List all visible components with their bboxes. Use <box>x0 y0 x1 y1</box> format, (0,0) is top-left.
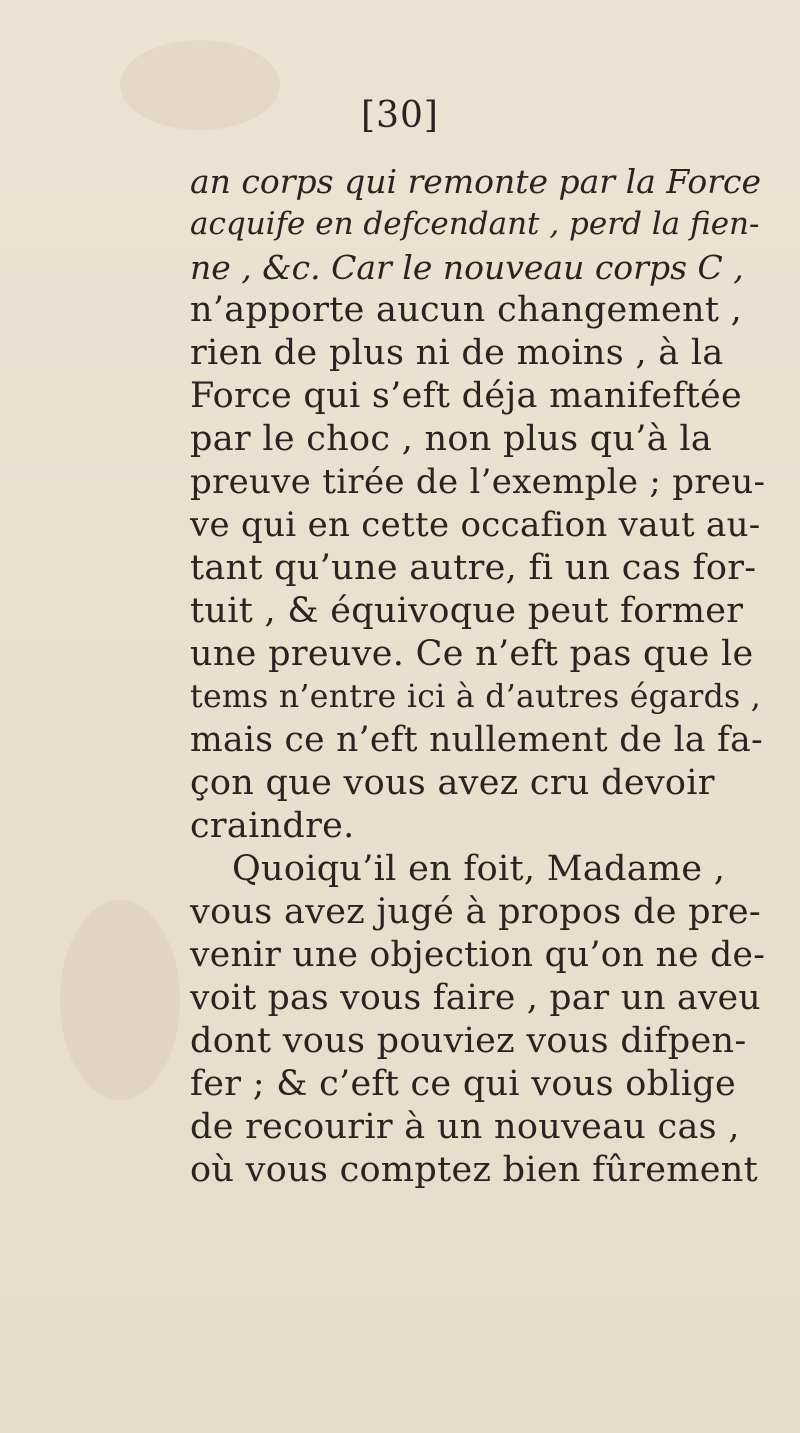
text-line: voit pas vous faire , par un aveu <box>190 978 761 1018</box>
text-line: mais ce n’eft nullement de la fa- <box>190 720 763 760</box>
text-line: une preuve. Ce n’eft pas que le <box>190 634 754 674</box>
text-line: an corps qui remonte par la Force <box>190 162 762 201</box>
text-line: venir une objection qu’on ne de- <box>190 935 766 975</box>
text-line: dont vous pouviez vous difpen- <box>190 1021 747 1061</box>
text-line: n’apporte aucun changement , <box>190 290 743 330</box>
text-line: tems n’entre ici à d’autres égards , <box>190 679 762 715</box>
text-line: ne , &c. Car le nouveau corps C , <box>190 248 744 287</box>
text-line: ve qui en cette occafion vaut au- <box>190 505 761 545</box>
text-line: fer ; & c’eft ce qui vous oblige <box>190 1064 737 1104</box>
text-line: rien de plus ni de moins , à la <box>190 333 724 373</box>
text-line: vous avez jugé à propos de pre- <box>190 892 762 932</box>
text-line: de recourir à un nouveau cas , <box>190 1107 740 1147</box>
page-number: [30] <box>361 95 439 136</box>
text-line: acquife en defcendant , perd la fien- <box>190 206 760 242</box>
text-line: Quoiqu’il en foit, Madame , <box>232 849 726 889</box>
text-line: craindre. <box>190 806 355 846</box>
text-line: preuve tirée de l’exemple ; preu- <box>190 462 766 502</box>
text-line: çon que vous avez cru devoir <box>190 763 715 803</box>
text-line: tuit , & équivoque peut former <box>190 591 744 631</box>
body-text <box>190 160 765 1192</box>
text-line: tant qu’une autre, fi un cas for- <box>190 548 757 588</box>
text-line: par le choc , non plus qu’à la <box>190 419 712 459</box>
paper-stain <box>60 900 180 1100</box>
text-line: Force qui s’eft déja manifeftée <box>190 376 742 416</box>
text-line: où vous comptez bien fûrement <box>190 1150 758 1190</box>
